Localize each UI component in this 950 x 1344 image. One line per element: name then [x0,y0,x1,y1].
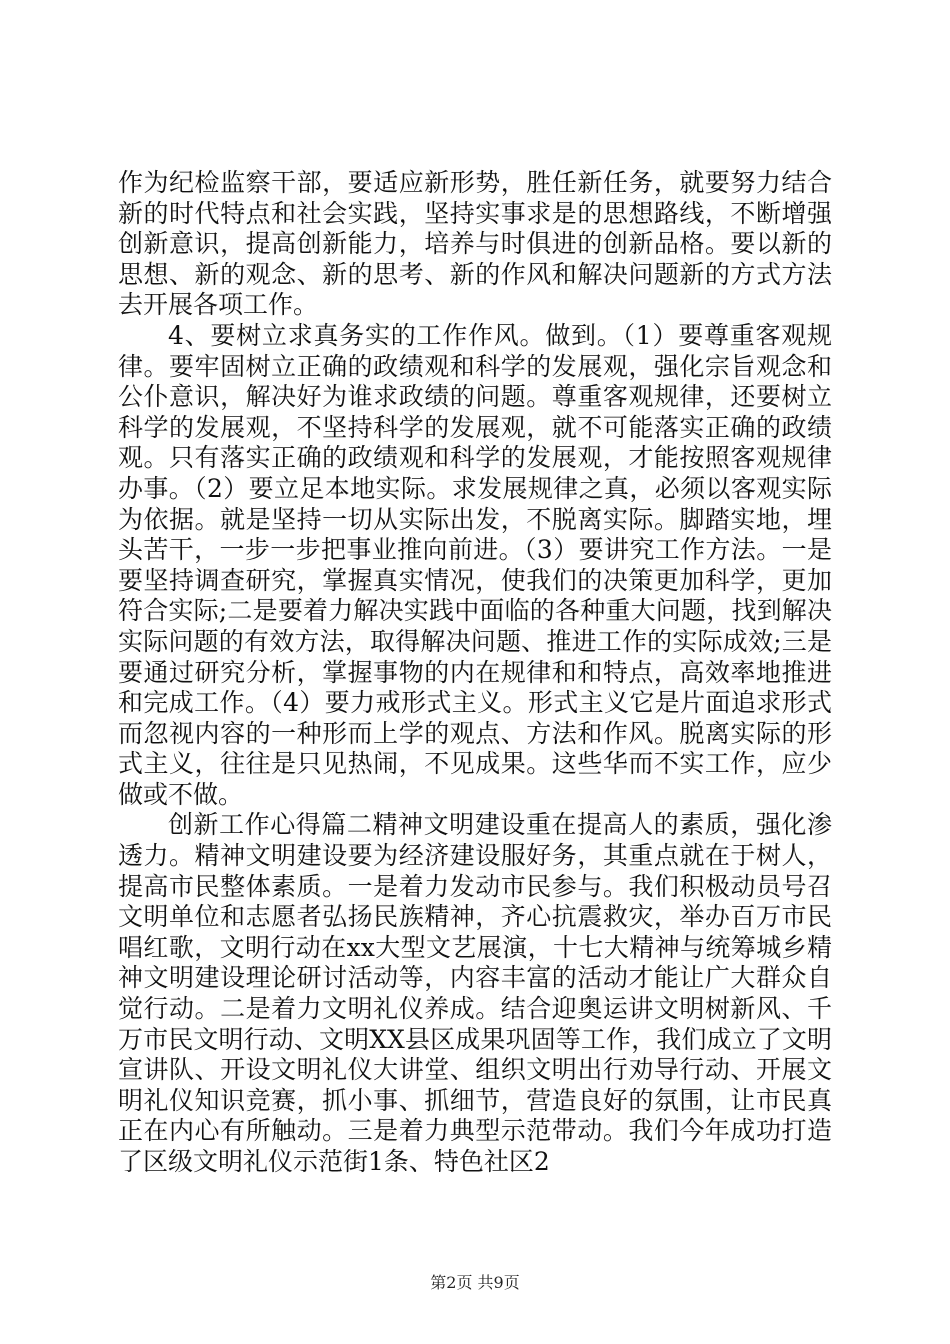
page-number: 第2页 共9页 [430,1273,520,1292]
page-footer [0,1270,950,1293]
document-body [118,168,832,1178]
paragraph-work-style: 4、要树立求真务实的工作作风。做到。（1）要尊重客观规律。要牢固树立正确的政绩观和科学的发展观，强化宗旨观念和公仆意识，解决好为谁求政绩的问题。尊重客观规律，还要树立科学的发展观，不坚持科学的发展观，就不可能落实正确的政绩观。只有落实正确的政绩观和科学的发展观，才能按照客观规律办事。（2）要立足本地实际。求发展规律之真，必须以客观实际为依据。就是坚持一切从实际出发，不脱离实际。脚踏实地，埋头苦干，一步一步把事业推向前进。（3）要讲究工作方法。一是要坚持调查研究，掌握真实情况，使我们的决策更加科学，更加符合实际;二是要着力解决实践中面临的各种重大问题，找到解决实际问题的有效方法，取得解决问题、推进工作的实际成效;三是要通过研究分析，掌握事物的内在规律和和特点，高效率地推进和完成工作。（4）要力戒形式主义。形式主义它是片面追求形式而忽视内容的一种形而上学的观点、方法和作风。脱离实际的形式主义，往往是只见热闹，不见成果。这些华而不实工作，应少做或不做。 [118,320,832,809]
paragraph-intro: 作为纪检监察干部，要适应新形势，胜任新任务，就要努力结合新的时代特点和社会实践，坚持实事求是的思想路线，不断增强创新意识，提高创新能力，培养与时俱进的创新品格。要以新的思想、新的观念、新的思考、新的作风和解决问题新的方式方法去开展各项工作。 [118,168,832,320]
paragraph-spiritual-civilization: 创新工作心得篇二精神文明建设重在提高人的素质，强化渗透力。精神文明建设要为经济建设服好务，其重点就在于树人，提高市民整体素质。一是着力发动市民参与。我们积极动员号召文明单位和志愿者弘扬民族精神，齐心抗震救灾，举办百万市民唱红歌，文明行动在xx大型文艺展演，十七大精神与统筹城乡精神文明建设理论研讨活动等，内容丰富的活动才能让广大群众自觉行动。二是着力文明礼仪养成。结合迎奥运讲文明树新风、千万市民文明行动、文明XX县区成果巩固等工作，我们成立了文明宣讲队、开设文明礼仪大讲堂、组织文明出行劝导行动、开展文明礼仪知识竞赛，抓小事、抓细节，营造良好的氛围，让市民真正在内心有所触动。三是着力典型示范带动。我们今年成功打造了区级文明礼仪示范街1条、特色社区2 [118,810,832,1176]
